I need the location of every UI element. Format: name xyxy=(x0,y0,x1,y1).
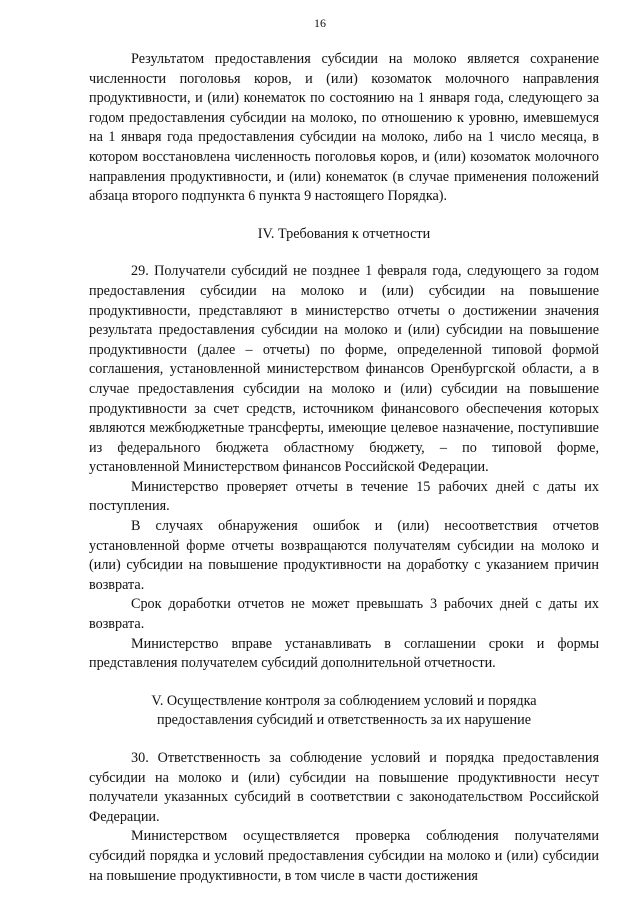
clause-30-paragraph: 30. Ответственность за соблюдение условий и порядка предоставления субсидии на молоко и (или) субсидии на повышение продуктивности несут получатели указанных субсидий в соответствии с законодательством Российской Федерации. xyxy=(89,750,599,825)
report-errors-paragraph: В случаях обнаружения ошибок и (или) несоответствия отчетов установленной форме отчеты возвращаются получателям субсидии на молоко и (или) субсидии на повышение продуктивности на доработку с указанием причин возврата. xyxy=(89,518,599,593)
spacer xyxy=(89,244,599,262)
spacer xyxy=(89,674,599,692)
document-body xyxy=(89,50,599,886)
ministry-inspection-paragraph: Министерством осуществляется проверка соблюдения получателями субсидий порядка и условий предоставления субсидии на молоко и (или) субсидии на повышение продуктивности, в том числе в части достижения xyxy=(89,828,599,884)
report-check-paragraph: Министерство проверяет отчеты в течение 15 рабочих дней с даты их поступления. xyxy=(89,478,599,515)
additional-reporting-paragraph: Министерство вправе устанавливать в соглашении сроки и формы представления получателем субсидий дополнительной отчетности. xyxy=(89,635,599,672)
result-paragraph: Результатом предоставления субсидии на молоко является сохранение численности поголовья коров, и (или) козоматок молочного направления продуктивности, и (или) конематок по состоянию на 1 января года, следующего за годом предоставления субсидии на молоко, по отношению к уровню, имевшемуся на 1 января года предоставления субсидии на молоко, либо на 1 число месяца, в котором восстановлена численность поголовья коров, и (или) козоматок молочного направления продуктивности, и (или) конематок (в случае применения положений абзаца второго подпункта 6 пункта 9 настоящего Порядка). xyxy=(89,51,599,205)
spacer xyxy=(89,207,599,225)
spacer xyxy=(89,731,599,749)
clause-29-paragraph: 29. Получатели субсидий не позднее 1 февраля года, следующего за годом предоставления субсидии на молоко и (или) субсидии на повышение продуктивности, представляют в министерство отчеты о достижении значения результата предоставления субсидии на молоко и (или) субсидии на повышение продуктивности (далее – отчеты) по форме, определенной типовой формой соглашения, установленной министерством финансов Оренбургской области, а в случае предоставления субсидии на молоко и (или) субсидии на повышение продуктивности за счет средств, источником финансового обеспечения которых являются межбюджетные трансферты, имеющие целевое назначение, поступившие из федерального бюджета областному бюджету, – по типовой форме, установленной Министерством финансов Российской Федерации. xyxy=(89,263,599,476)
section-v-heading-line1: V. Осуществление контроля за соблюдением условий и порядка xyxy=(151,692,537,709)
page-number: 16 xyxy=(314,16,326,30)
section-iv-heading: IV. Требования к отчетности xyxy=(257,225,431,242)
section-v-heading-line2: предоставления субсидий и ответственность за их нарушение xyxy=(156,712,531,729)
revision-deadline-paragraph: Срок доработки отчетов не может превышать 3 рабочих дней с даты их возврата. xyxy=(89,596,599,633)
